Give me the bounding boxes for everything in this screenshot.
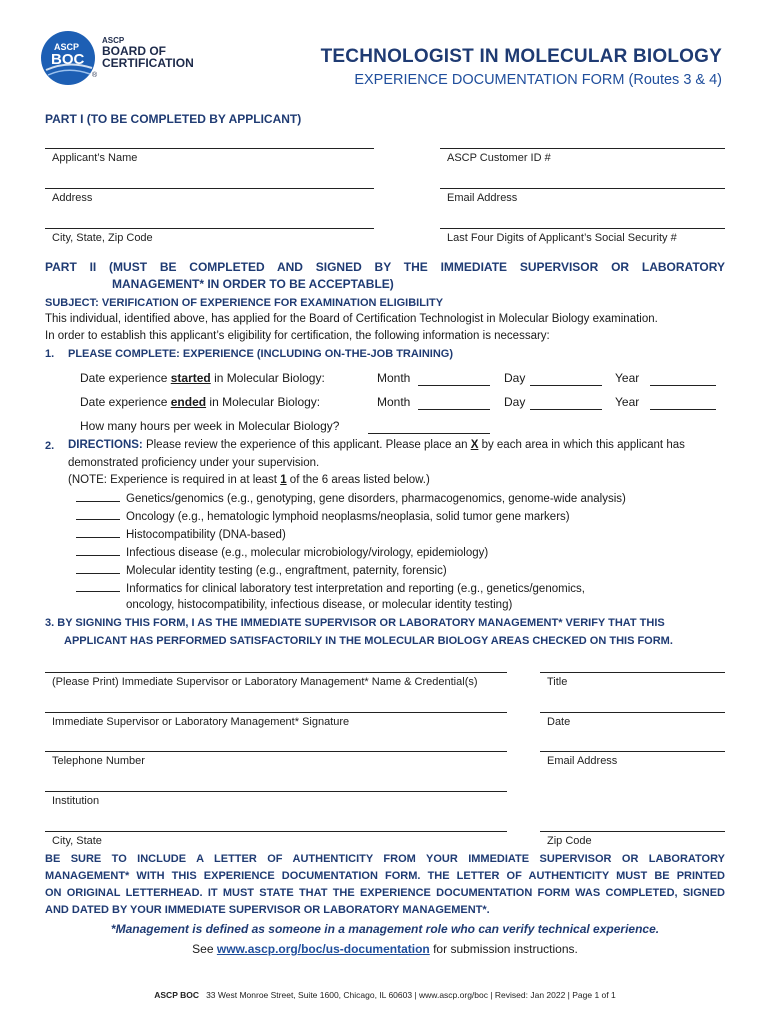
address-line[interactable] [45,188,374,189]
area-oncology[interactable] [76,509,570,523]
ended-post: in Molecular Biology: [206,395,321,409]
directions-line1 [68,439,685,451]
started-year-label: Year [615,371,640,385]
area-histocompatibility-label: Histocompatibility (DNA-based) [126,529,286,541]
supervisor-email-label: Email Address [547,755,618,767]
area-oncology-blank[interactable] [76,509,120,520]
footer [0,990,770,1000]
part2-heading-line2: MANAGEMENT* IN ORDER TO BE ACCEPTABLE) [112,277,394,291]
note-line [68,474,430,486]
area-infectious-disease-blank[interactable] [76,545,120,556]
started-day-label: Day [504,371,526,385]
item2-number: 2. [45,440,55,452]
area-infectious-disease-label: Infectious disease (e.g., molecular microbiology/virology, epidemiology) [126,547,489,559]
logo-line3: CERTIFICATION [102,56,194,70]
notice-line4: AND DATED BY YOUR IMMEDIATE SUPERVISOR OR LABORATORY MANAGEMENT*. [45,904,490,916]
item3-text1: BY SIGNING THIS FORM, I AS THE IMMEDIATE SUPERVISOR OR LABORATORY MANAGEMENT* VERIFY THAT THIS [57,617,665,629]
area-informatics-cont: oncology, histocompatibility, infectious disease, or molecular identity testing) [126,599,513,611]
intro-line2: In order to establish this applicant’s eligibility for certification, the following information is necessary: [45,330,550,342]
notice-line2: MANAGEMENT* WITH THIS EXPERIENCE DOCUMENTATION FORM. THE LETTER OF AUTHENTICITY MUST BE PRINTED [45,870,725,882]
logo-line2: BOARD OF [102,44,166,58]
logo-globe-text-top: ASCP [54,42,80,52]
submission-instructions [0,942,770,956]
area-histocompatibility-blank[interactable] [76,527,120,538]
date-line[interactable] [540,712,725,713]
item3-line1 [45,617,665,629]
item3-line2: APPLICANT HAS PERFORMED SATISFACTORILY IN THE MOLECULAR BIOLOGY AREAS CHECKED ON THIS FORM. [64,635,673,647]
item3-number: 3. [45,617,55,629]
area-infectious-disease[interactable] [76,545,488,559]
area-identity-testing-blank[interactable] [76,563,120,574]
started-day-field[interactable] [530,385,602,386]
city-state-zip-line[interactable] [45,228,374,229]
zip-label: Zip Code [547,835,592,847]
form-subtitle: EXPERIENCE DOCUMENTATION FORM (Routes 3 & 4) [354,72,722,88]
zip-line[interactable] [540,831,725,832]
city-state-label: City, State [52,835,102,847]
telephone-label: Telephone Number [52,755,145,767]
directions-text-a: Please review the experience of this applicant. Please place an [142,439,471,451]
ended-year-field[interactable] [650,409,716,410]
hours-per-week-label: How many hours per week in Molecular Biology? [80,419,340,433]
area-oncology-label: Oncology (e.g., hematologic lymphoid neoplasms/neoplasia, solid tumor gene markers) [126,511,570,523]
area-identity-testing-label: Molecular identity testing (e.g., engraftment, paternity, forensic) [126,565,447,577]
customer-id-line[interactable] [440,148,725,149]
started-month-field[interactable] [418,385,490,386]
area-genetics[interactable] [76,491,626,505]
notice-line3: ON ORIGINAL LETTERHEAD. IT MUST STATE THAT THE EXPERIENCE DOCUMENTATION FORM WAS COMPLETED, SIGNED [45,887,725,899]
ascp-boc-logo [40,30,210,86]
started-year-field[interactable] [650,385,716,386]
date-started-row [80,371,325,385]
telephone-line[interactable] [45,751,507,752]
ended-month-field[interactable] [418,409,490,410]
date-ended-row [80,395,320,409]
area-informatics-blank[interactable] [76,581,120,592]
see-post-text: for submission instructions. [429,942,578,956]
institution-line[interactable] [45,791,507,792]
signature-label: Immediate Supervisor or Laboratory Management* Signature [52,716,350,728]
ended-year-label: Year [615,395,640,409]
ssn-line[interactable] [440,228,725,229]
area-histocompatibility[interactable] [76,527,286,541]
print-name-line[interactable] [45,672,507,673]
started-post: in Molecular Biology: [210,371,325,385]
applicant-email-label: Email Address [447,192,518,204]
ended-pre: Date experience [80,395,171,409]
area-informatics[interactable] [76,581,585,595]
note-text-a: (NOTE: Experience is required in at least [68,474,281,486]
city-state-line[interactable] [45,831,507,832]
directions-label: DIRECTIONS: [68,439,143,451]
form-title: TECHNOLOGIST IN MOLECULAR BIOLOGY [320,46,722,67]
applicant-name-line[interactable] [45,148,374,149]
started-month-label: Month [377,371,411,385]
footer-brand: ASCP BOC [154,990,199,1000]
title-line[interactable] [540,672,725,673]
area-genetics-label: Genetics/genomics (e.g., genotyping, gene disorders, pharmacogenomics, genome-wide analysis) [126,493,626,505]
ended-day-field[interactable] [530,409,602,410]
documentation-link[interactable]: www.ascp.org/boc/us-documentation [216,942,430,956]
notice-line1: BE SURE TO INCLUDE A LETTER OF AUTHENTICITY FROM YOUR IMMEDIATE SUPERVISOR OR LABORATORY [45,853,725,865]
see-text: See [192,942,217,956]
started-pre: Date experience [80,371,171,385]
ended-month-label: Month [377,395,411,409]
ended-word: ended [170,395,207,409]
item1-heading: PLEASE COMPLETE: EXPERIENCE (INCLUDING ON-THE-JOB TRAINING) [68,348,454,360]
hours-per-week-field[interactable] [368,433,490,434]
part1-heading: PART I (TO BE COMPLETED BY APPLICANT) [45,112,302,126]
subject-line: SUBJECT: VERIFICATION OF EXPERIENCE FOR EXAMINATION ELIGIBILITY [45,297,444,309]
applicant-name-label: Applicant’s Name [52,152,138,164]
management-definition: *Management is defined as someone in a management role who can verify technical experience. [110,922,660,936]
ssn-label: Last Four Digits of Applicant’s Social Security # [447,232,677,244]
ended-day-label: Day [504,395,526,409]
customer-id-label: ASCP Customer ID # [447,152,551,164]
area-informatics-label: Informatics for clinical laboratory test interpretation and reporting (e.g., genetics/genomics, [126,583,585,595]
supervisor-email-line[interactable] [540,751,725,752]
note-number: 1 [280,474,287,486]
title-label: Title [547,676,568,688]
part2-heading-line1 [45,260,725,274]
directions-text-b: by each area in which this applicant has [478,439,685,451]
date-label: Date [547,716,571,728]
area-genetics-blank[interactable] [76,491,120,502]
item1-number: 1. [45,348,55,360]
notice-block [45,851,725,919]
logo-trademark: ® [92,72,98,79]
started-word: started [170,371,211,385]
logo-line1: ASCP [102,36,125,45]
directions-line2: demonstrated proficiency under your supervision. [68,457,320,469]
footer-text: 33 West Monroe Street, Suite 1600, Chicago, IL 60603 | www.ascp.org/boc | Revised: Jan 2022 | Page 1 of 1 [206,990,616,1000]
applicant-email-line[interactable] [440,188,725,189]
part2-heading-text1: PART II (MUST BE COMPLETED AND SIGNED BY THE IMMEDIATE SUPERVISOR OR LABORATORY [45,260,725,274]
logo-globe-text-bottom: BOC [51,51,85,68]
area-identity-testing[interactable] [76,563,447,577]
city-state-zip-label: City, State, Zip Code [52,232,153,244]
address-label: Address [52,192,93,204]
x-mark: X [470,439,479,451]
signature-line[interactable] [45,712,507,713]
institution-label: Institution [52,795,100,807]
note-text-b: of the 6 areas listed below.) [286,474,430,486]
intro-line1: This individual, identified above, has applied for the Board of Certification Technologist in Molecular Biology examination. [45,313,658,325]
print-name-label: (Please Print) Immediate Supervisor or Laboratory Management* Name & Credential(s) [52,676,478,688]
